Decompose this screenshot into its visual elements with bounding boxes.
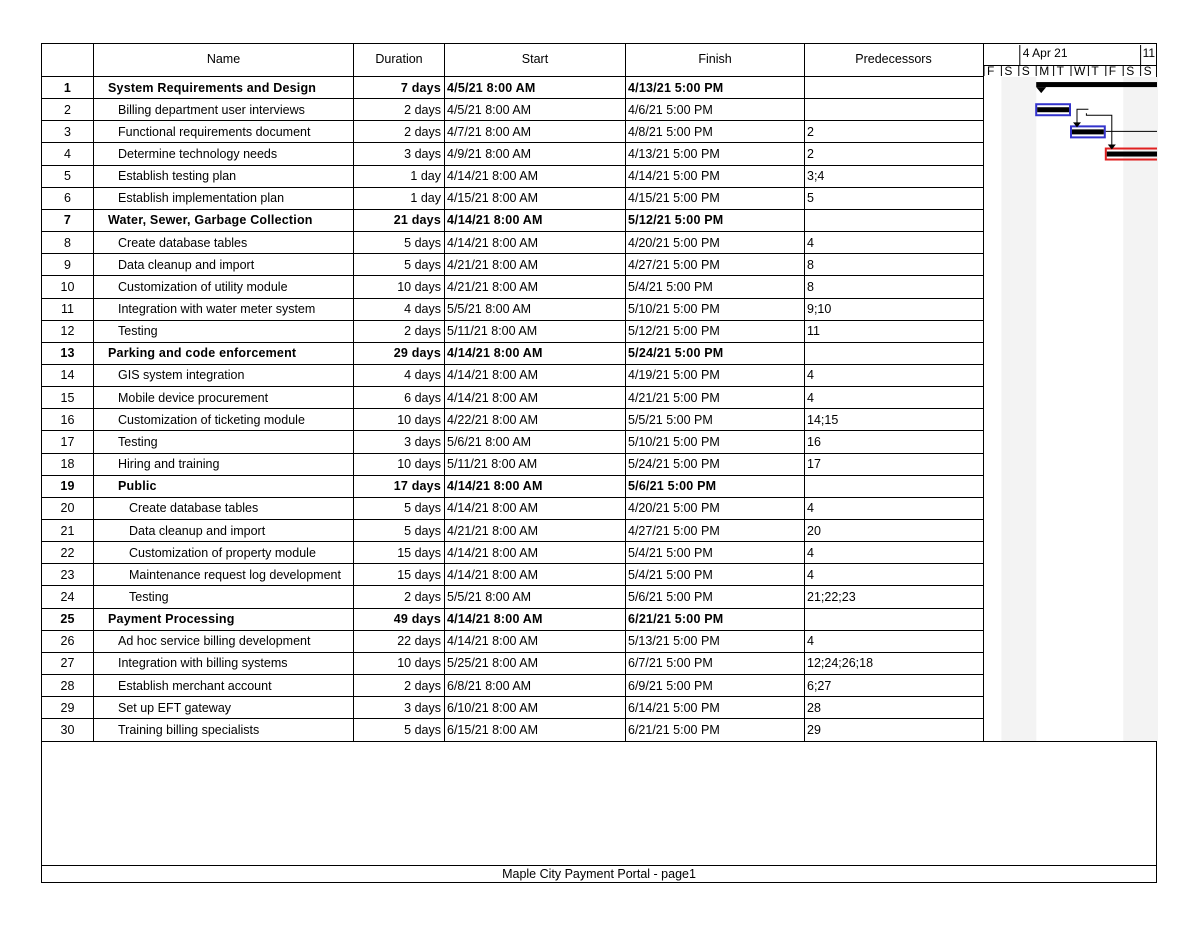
task-finish-cell[interactable]: 5/13/21 5:00 PM <box>628 634 720 649</box>
task-predecessors-cell[interactable]: 16 <box>807 434 821 449</box>
task-finish-cell[interactable]: 5/6/21 5:00 PM <box>628 479 717 494</box>
task-duration-cell[interactable]: 3 days <box>404 700 441 715</box>
task-predecessors-cell[interactable]: 28 <box>807 700 821 715</box>
task-start-cell[interactable]: 4/9/21 8:00 AM <box>447 146 532 161</box>
weekend-shade <box>1123 77 1158 741</box>
task-duration-cell[interactable]: 49 days <box>393 612 441 627</box>
task-start-cell[interactable]: 5/6/21 8:00 AM <box>447 434 532 449</box>
task-name-cell[interactable]: Establish implementation plan <box>118 191 285 206</box>
task-name-cell[interactable]: Integration with water meter system <box>118 302 316 316</box>
task-name-cell[interactable]: GIS system integration <box>118 368 245 383</box>
task-start-cell[interactable]: 4/14/21 8:00 AM <box>447 213 543 228</box>
task-name-cell[interactable]: Billing department user interviews <box>118 102 305 117</box>
task-duration-cell[interactable]: 4 days <box>404 368 441 383</box>
column-header-finish[interactable]: Finish <box>698 52 732 66</box>
day-letter: S <box>1004 64 1013 78</box>
task-duration-cell[interactable]: 2 days <box>404 678 441 693</box>
task-name-cell[interactable]: Create database tables <box>129 501 259 516</box>
task-name-cell[interactable]: Determine technology needs <box>118 146 278 161</box>
gantt-bars <box>1036 82 1193 159</box>
task-predecessors-cell[interactable]: 8 <box>807 279 814 294</box>
task-finish-cell[interactable]: 4/15/21 5:00 PM <box>628 191 720 206</box>
task-duration-cell[interactable]: 5 days <box>404 501 441 516</box>
task-finish-cell[interactable]: 4/20/21 5:00 PM <box>628 501 720 516</box>
task-start-cell[interactable]: 4/5/21 8:00 AM <box>447 80 536 95</box>
task-id-cell[interactable]: 29 <box>60 700 75 715</box>
task-id-cell[interactable]: 9 <box>64 257 71 272</box>
task-predecessors-cell[interactable]: 2 <box>807 146 814 161</box>
task-name-cell[interactable]: Testing <box>118 434 158 449</box>
task-id-cell[interactable]: 19 <box>60 479 75 494</box>
task-start-cell[interactable]: 4/15/21 8:00 AM <box>447 191 539 206</box>
week-label: 4 Apr 21 <box>1022 46 1068 60</box>
task-predecessors-cell[interactable]: 4 <box>807 390 814 405</box>
task-start-cell[interactable]: 6/10/21 8:00 AM <box>447 700 539 715</box>
task-duration-cell[interactable]: 4 days <box>404 302 441 316</box>
task-predecessors-cell[interactable]: 4 <box>807 501 814 516</box>
task-name-cell[interactable]: Hiring and training <box>118 457 220 472</box>
task-start-cell[interactable]: 4/14/21 8:00 AM <box>447 567 539 582</box>
task-duration-cell[interactable]: 2 days <box>404 324 441 339</box>
task-duration-cell[interactable]: 2 days <box>404 102 441 117</box>
task-id-cell[interactable]: 8 <box>64 235 71 250</box>
task-start-cell[interactable]: 5/11/21 8:00 AM <box>447 324 538 339</box>
task-id-cell[interactable]: 3 <box>64 124 71 139</box>
task-name-cell[interactable]: Data cleanup and import <box>118 257 255 272</box>
task-duration-cell[interactable]: 15 days <box>397 567 441 582</box>
task-duration-cell[interactable]: 7 days <box>400 80 441 95</box>
task-name-cell[interactable]: Testing <box>118 324 158 339</box>
task-name-cell[interactable]: Parking and code enforcement <box>108 346 297 361</box>
task-id-cell[interactable]: 15 <box>60 390 75 405</box>
column-header-predecessors[interactable]: Predecessors <box>855 52 932 66</box>
task-predecessors-cell[interactable]: 8 <box>807 257 814 272</box>
task-name-cell[interactable]: Water, Sewer, Garbage Collection <box>108 213 313 228</box>
summary-bar[interactable] <box>1036 82 1193 87</box>
day-letter: F <box>1108 64 1117 78</box>
task-finish-cell[interactable]: 4/8/21 5:00 PM <box>628 124 713 139</box>
task-duration-cell[interactable]: 29 days <box>393 346 441 361</box>
task-id-cell[interactable]: 11 <box>61 302 74 316</box>
task-finish-cell[interactable]: 4/27/21 5:00 PM <box>628 257 720 272</box>
task-start-cell[interactable]: 5/5/21 8:00 AM <box>447 589 532 604</box>
task-start-cell[interactable]: 6/8/21 8:00 AM <box>447 678 532 693</box>
task-predecessors-cell[interactable]: 11 <box>807 324 820 339</box>
task-start-cell[interactable]: 4/14/21 8:00 AM <box>447 634 539 649</box>
task-duration-cell[interactable]: 6 days <box>404 390 441 405</box>
task-duration-cell[interactable]: 10 days <box>397 656 441 671</box>
task-id-cell[interactable]: 30 <box>60 722 75 737</box>
task-predecessors-cell[interactable]: 5 <box>807 191 814 206</box>
task-start-cell[interactable]: 4/21/21 8:00 AM <box>447 523 539 538</box>
week-label: 11 <box>1142 46 1156 60</box>
task-duration-cell[interactable]: 21 days <box>393 213 441 228</box>
task-predecessors-cell[interactable]: 21;22;23 <box>807 589 856 604</box>
task-name-cell[interactable]: Customization of property module <box>129 545 316 560</box>
task-id-cell[interactable]: 16 <box>60 412 75 427</box>
page-footer: Maple City Payment Portal - page1 <box>502 867 696 881</box>
task-finish-cell[interactable]: 5/10/21 5:00 PM <box>628 434 720 449</box>
task-finish-cell[interactable]: 6/14/21 5:00 PM <box>628 700 720 715</box>
task-duration-cell[interactable]: 5 days <box>404 235 441 250</box>
task-predecessors-cell[interactable]: 17 <box>807 457 821 472</box>
task-duration-cell[interactable]: 5 days <box>404 722 441 737</box>
task-duration-cell[interactable]: 1 day <box>410 191 441 206</box>
task-predecessors-cell[interactable]: 6;27 <box>807 678 832 693</box>
task-duration-cell[interactable]: 10 days <box>397 279 441 294</box>
task-name-cell[interactable]: Customization of utility module <box>118 279 288 294</box>
task-finish-cell[interactable]: 5/6/21 5:00 PM <box>628 589 713 604</box>
day-letter: W <box>1074 64 1086 78</box>
task-id-cell[interactable]: 26 <box>60 634 75 649</box>
task-id-cell[interactable]: 21 <box>60 523 75 538</box>
task-id-cell[interactable]: 6 <box>64 191 71 206</box>
task-predecessors-cell[interactable]: 14;15 <box>807 412 839 427</box>
task-id-cell[interactable]: 14 <box>60 368 75 383</box>
task-start-cell[interactable]: 4/21/21 8:00 AM <box>447 257 539 272</box>
task-finish-cell[interactable]: 6/7/21 5:00 PM <box>628 656 713 671</box>
task-name-cell[interactable]: System Requirements and Design <box>108 80 317 95</box>
task-id-cell[interactable]: 20 <box>60 501 75 516</box>
task-finish-cell[interactable]: 5/24/21 5:00 PM <box>628 457 720 472</box>
task-finish-cell[interactable]: 5/4/21 5:00 PM <box>628 279 713 294</box>
task-finish-cell[interactable]: 4/6/21 5:00 PM <box>628 102 713 117</box>
task-start-cell[interactable]: 5/5/21 8:00 AM <box>447 302 532 316</box>
task-predecessors-cell[interactable]: 12;24;26;18 <box>807 656 874 671</box>
task-id-cell[interactable]: 18 <box>60 457 75 472</box>
task-duration-cell[interactable]: 15 days <box>397 545 441 560</box>
column-header-duration[interactable]: Duration <box>375 52 423 66</box>
task-name-cell[interactable]: Public <box>118 479 157 494</box>
task-finish-cell[interactable]: 4/13/21 5:00 PM <box>628 146 720 161</box>
column-header-start[interactable]: Start <box>521 52 549 66</box>
task-predecessors-cell[interactable]: 2 <box>807 124 814 139</box>
task-name-cell[interactable]: Data cleanup and import <box>129 523 266 538</box>
task-start-cell[interactable]: 4/22/21 8:00 AM <box>447 412 539 427</box>
weekend-shade <box>1020 77 1036 741</box>
task-id-cell[interactable]: 7 <box>63 213 72 228</box>
task-finish-cell[interactable]: 5/12/21 5:00 PM <box>628 324 720 339</box>
task-finish-cell[interactable]: 5/4/21 5:00 PM <box>628 567 713 582</box>
task-finish-cell[interactable]: 5/24/21 5:00 PM <box>628 346 724 361</box>
task-start-cell[interactable]: 5/11/21 8:00 AM <box>447 457 538 472</box>
task-duration-cell[interactable]: 10 days <box>397 412 441 427</box>
task-finish-cell[interactable]: 5/12/21 5:00 PM <box>628 213 724 228</box>
task-duration-cell[interactable]: 17 days <box>393 479 441 494</box>
task-finish-cell[interactable]: 6/21/21 5:00 PM <box>628 722 720 737</box>
task-id-cell[interactable]: 25 <box>60 612 75 627</box>
task-finish-cell[interactable]: 4/21/21 5:00 PM <box>628 390 720 405</box>
task-id-cell[interactable]: 1 <box>63 80 72 95</box>
task-name-cell[interactable]: Maintenance request log development <box>129 567 341 582</box>
task-id-cell[interactable]: 2 <box>64 102 71 117</box>
day-letter: M <box>1039 64 1050 78</box>
task-start-cell[interactable]: 4/14/21 8:00 AM <box>447 545 539 560</box>
task-start-cell[interactable]: 4/7/21 8:00 AM <box>447 124 532 139</box>
task-duration-cell[interactable]: 3 days <box>404 434 441 449</box>
task-name-cell[interactable]: Create database tables <box>118 235 248 250</box>
task-start-cell[interactable]: 4/14/21 8:00 AM <box>447 235 539 250</box>
task-finish-cell[interactable]: 5/4/21 5:00 PM <box>628 545 713 560</box>
task-id-cell[interactable]: 28 <box>60 678 75 693</box>
task-start-cell[interactable]: 4/21/21 8:00 AM <box>447 279 539 294</box>
task-duration-cell[interactable]: 5 days <box>404 523 441 538</box>
task-id-cell[interactable]: 4 <box>64 146 71 161</box>
task-finish-cell[interactable]: 4/13/21 5:00 PM <box>628 80 724 95</box>
task-progress[interactable] <box>1107 152 1191 157</box>
task-duration-cell[interactable]: 2 days <box>404 124 441 139</box>
task-predecessors-cell[interactable]: 4 <box>807 634 814 649</box>
task-finish-cell[interactable]: 5/5/21 5:00 PM <box>628 412 713 427</box>
task-name-cell[interactable]: Payment Processing <box>108 612 235 627</box>
task-id-cell[interactable]: 10 <box>60 279 75 294</box>
task-finish-cell[interactable]: 6/21/21 5:00 PM <box>628 612 724 627</box>
task-duration-cell[interactable]: 5 days <box>404 257 441 272</box>
dependency-arrow[interactable] <box>1077 109 1088 124</box>
task-start-cell[interactable]: 5/25/21 8:00 AM <box>447 656 539 671</box>
task-name-cell[interactable]: Ad hoc service billing development <box>118 634 311 649</box>
day-letter: S <box>1143 64 1152 78</box>
task-id-cell[interactable]: 17 <box>60 434 75 449</box>
task-predecessors-cell[interactable]: 4 <box>807 545 814 560</box>
task-start-cell[interactable]: 4/14/21 8:00 AM <box>447 479 543 494</box>
task-finish-cell[interactable]: 4/19/21 5:00 PM <box>628 368 720 383</box>
task-name-cell[interactable]: Establish merchant account <box>118 678 272 693</box>
task-duration-cell[interactable]: 2 days <box>404 589 441 604</box>
task-id-cell[interactable]: 24 <box>60 589 75 604</box>
task-duration-cell[interactable]: 22 days <box>397 634 441 649</box>
task-id-cell[interactable]: 27 <box>60 656 75 671</box>
task-id-cell[interactable]: 22 <box>60 545 75 560</box>
day-letter: S <box>1021 64 1030 78</box>
task-start-cell[interactable]: 4/14/21 8:00 AM <box>447 368 539 383</box>
task-finish-cell[interactable]: 6/9/21 5:00 PM <box>628 678 713 693</box>
day-letter: T <box>1091 64 1099 78</box>
task-predecessors-cell[interactable]: 3;4 <box>807 169 825 184</box>
task-progress[interactable] <box>1072 129 1104 134</box>
task-id-cell[interactable]: 23 <box>60 567 75 582</box>
task-name-cell[interactable]: Integration with billing systems <box>118 656 288 671</box>
task-start-cell[interactable]: 4/14/21 8:00 AM <box>447 501 539 516</box>
task-name-cell[interactable]: Set up EFT gateway <box>118 700 232 715</box>
task-name-cell[interactable]: Training billing specialists <box>118 722 260 737</box>
task-start-cell[interactable]: 4/14/21 8:00 AM <box>447 346 543 361</box>
task-duration-cell[interactable]: 3 days <box>404 146 441 161</box>
task-name-cell[interactable]: Establish testing plan <box>118 169 237 184</box>
task-predecessors-cell[interactable]: 20 <box>807 523 821 538</box>
task-start-cell[interactable]: 4/5/21 8:00 AM <box>447 102 532 117</box>
task-predecessors-cell[interactable]: 29 <box>807 722 821 737</box>
task-name-cell[interactable]: Mobile device procurement <box>118 390 269 405</box>
task-start-cell[interactable]: 4/14/21 8:00 AM <box>447 390 539 405</box>
day-letter: T <box>1056 64 1064 78</box>
task-finish-cell[interactable]: 5/10/21 5:00 PM <box>628 302 720 316</box>
task-name-cell[interactable]: Customization of ticketing module <box>118 412 305 427</box>
task-finish-cell[interactable]: 4/27/21 5:00 PM <box>628 523 720 538</box>
summary-bar-start-cap[interactable] <box>1036 87 1046 93</box>
task-finish-cell[interactable]: 4/20/21 5:00 PM <box>628 235 720 250</box>
task-name-cell[interactable]: Functional requirements document <box>118 124 311 139</box>
task-finish-cell[interactable]: 4/14/21 5:00 PM <box>628 169 720 184</box>
task-name-cell[interactable]: Testing <box>129 589 169 604</box>
task-id-cell[interactable]: 13 <box>60 346 75 361</box>
day-letter: F <box>987 64 995 78</box>
task-start-cell[interactable]: 4/14/21 8:00 AM <box>447 612 543 627</box>
day-letter: S <box>1126 64 1135 78</box>
task-predecessors-cell[interactable]: 4 <box>807 368 814 383</box>
task-duration-cell[interactable]: 1 day <box>410 169 441 184</box>
task-duration-cell[interactable]: 10 days <box>397 457 441 472</box>
task-id-cell[interactable]: 12 <box>60 324 75 339</box>
task-predecessors-cell[interactable]: 4 <box>807 567 814 582</box>
task-predecessors-cell[interactable]: 4 <box>807 235 814 250</box>
task-predecessors-cell[interactable]: 9;10 <box>807 302 832 316</box>
task-id-cell[interactable]: 5 <box>64 169 71 184</box>
task-progress[interactable] <box>1037 107 1069 112</box>
column-header-name[interactable]: Name <box>206 52 241 66</box>
task-start-cell[interactable]: 6/15/21 8:00 AM <box>447 722 539 737</box>
task-start-cell[interactable]: 4/14/21 8:00 AM <box>447 169 539 184</box>
